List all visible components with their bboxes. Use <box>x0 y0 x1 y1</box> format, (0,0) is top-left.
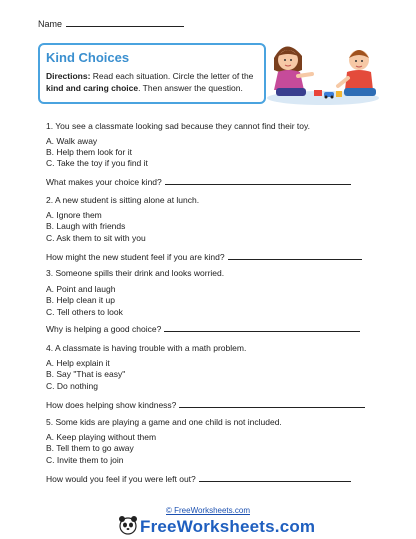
directions-text-2: . Then answer the question. <box>138 83 243 93</box>
kids-playing-illustration <box>264 38 382 106</box>
directions-label: Directions: <box>46 71 91 81</box>
question-3-option-c[interactable]: C. Tell others to look <box>46 307 123 317</box>
question-4-option-a[interactable]: A. Help explain it <box>46 358 110 368</box>
question-3-prompt: 3. Someone spills their drink and looks worried. <box>46 268 225 278</box>
question-1-option-c[interactable]: C. Take the toy if you find it <box>46 158 148 168</box>
question-2-follow-up-text: How might the new student feel if you are kind? <box>46 252 225 262</box>
question-4-prompt: 4. A classmate is having trouble with a math problem. <box>46 343 247 353</box>
answer-line-2[interactable] <box>228 252 362 260</box>
question-1-option-a[interactable]: A. Walk away <box>46 136 98 146</box>
name-label: Name <box>38 19 63 29</box>
question-4-option-c[interactable]: C. Do nothing <box>46 381 98 391</box>
question-4-follow-up-text: How does helping show kindness? <box>46 400 177 410</box>
directions-bold: kind and caring choice <box>46 83 139 93</box>
question-3-option-a[interactable]: A. Point and laugh <box>46 284 116 294</box>
question-5-follow-up-text: How would you feel if you were left out? <box>46 474 196 484</box>
name-line[interactable] <box>66 18 184 27</box>
name-field[interactable] <box>38 18 184 29</box>
answer-line-4[interactable] <box>179 400 365 408</box>
panda-logo-icon <box>118 515 138 535</box>
worksheet-title: Kind Choices <box>46 50 130 65</box>
question-5-option-a[interactable]: A. Keep playing without them <box>46 432 157 442</box>
directions-text-1: Read each situation. Circle the letter of the <box>90 71 254 81</box>
question-1-follow-up <box>46 177 351 187</box>
question-1-option-b[interactable]: B. Help them look for it <box>46 147 132 157</box>
question-4-option-b[interactable]: B. Say "That is easy" <box>46 369 126 379</box>
question-2-option-a[interactable]: A. Ignore them <box>46 210 102 220</box>
question-3-follow-up-text: Why is helping a good choice? <box>46 324 162 334</box>
question-1-prompt: 1. You see a classmate looking sad because they cannot find their toy. <box>46 121 310 131</box>
toy-block-icon <box>336 91 342 97</box>
answer-line-1[interactable] <box>165 177 351 185</box>
answer-line-3[interactable] <box>164 324 360 332</box>
question-1-follow-up-text: What makes your choice kind? <box>46 177 162 187</box>
site-logo-text[interactable]: FreeWorksheets.com <box>140 517 316 536</box>
question-5-option-b[interactable]: B. Tell them to go away <box>46 443 134 453</box>
copyright-link[interactable]: © FreeWorksheets.com <box>166 506 250 515</box>
boy-figure <box>338 50 376 96</box>
question-2-option-b[interactable]: B. Laugh with friends <box>46 221 126 231</box>
question-5-follow-up <box>46 474 351 484</box>
question-4-follow-up <box>46 400 365 410</box>
question-2-follow-up <box>46 252 362 262</box>
question-3-option-b[interactable]: B. Help clean it up <box>46 295 115 305</box>
directions <box>46 70 260 94</box>
question-2-option-c[interactable]: C. Ask them to sit with you <box>46 233 146 243</box>
toy-block-icon <box>314 90 322 96</box>
answer-line-5[interactable] <box>199 474 351 482</box>
question-5-prompt: 5. Some kids are playing a game and one child is not included. <box>46 417 282 427</box>
girl-figure <box>274 46 312 96</box>
question-2-prompt: 2. A new student is sitting alone at lunch. <box>46 195 200 205</box>
question-3-follow-up <box>46 324 360 334</box>
question-5-option-c[interactable]: C. Invite them to join <box>46 455 124 465</box>
